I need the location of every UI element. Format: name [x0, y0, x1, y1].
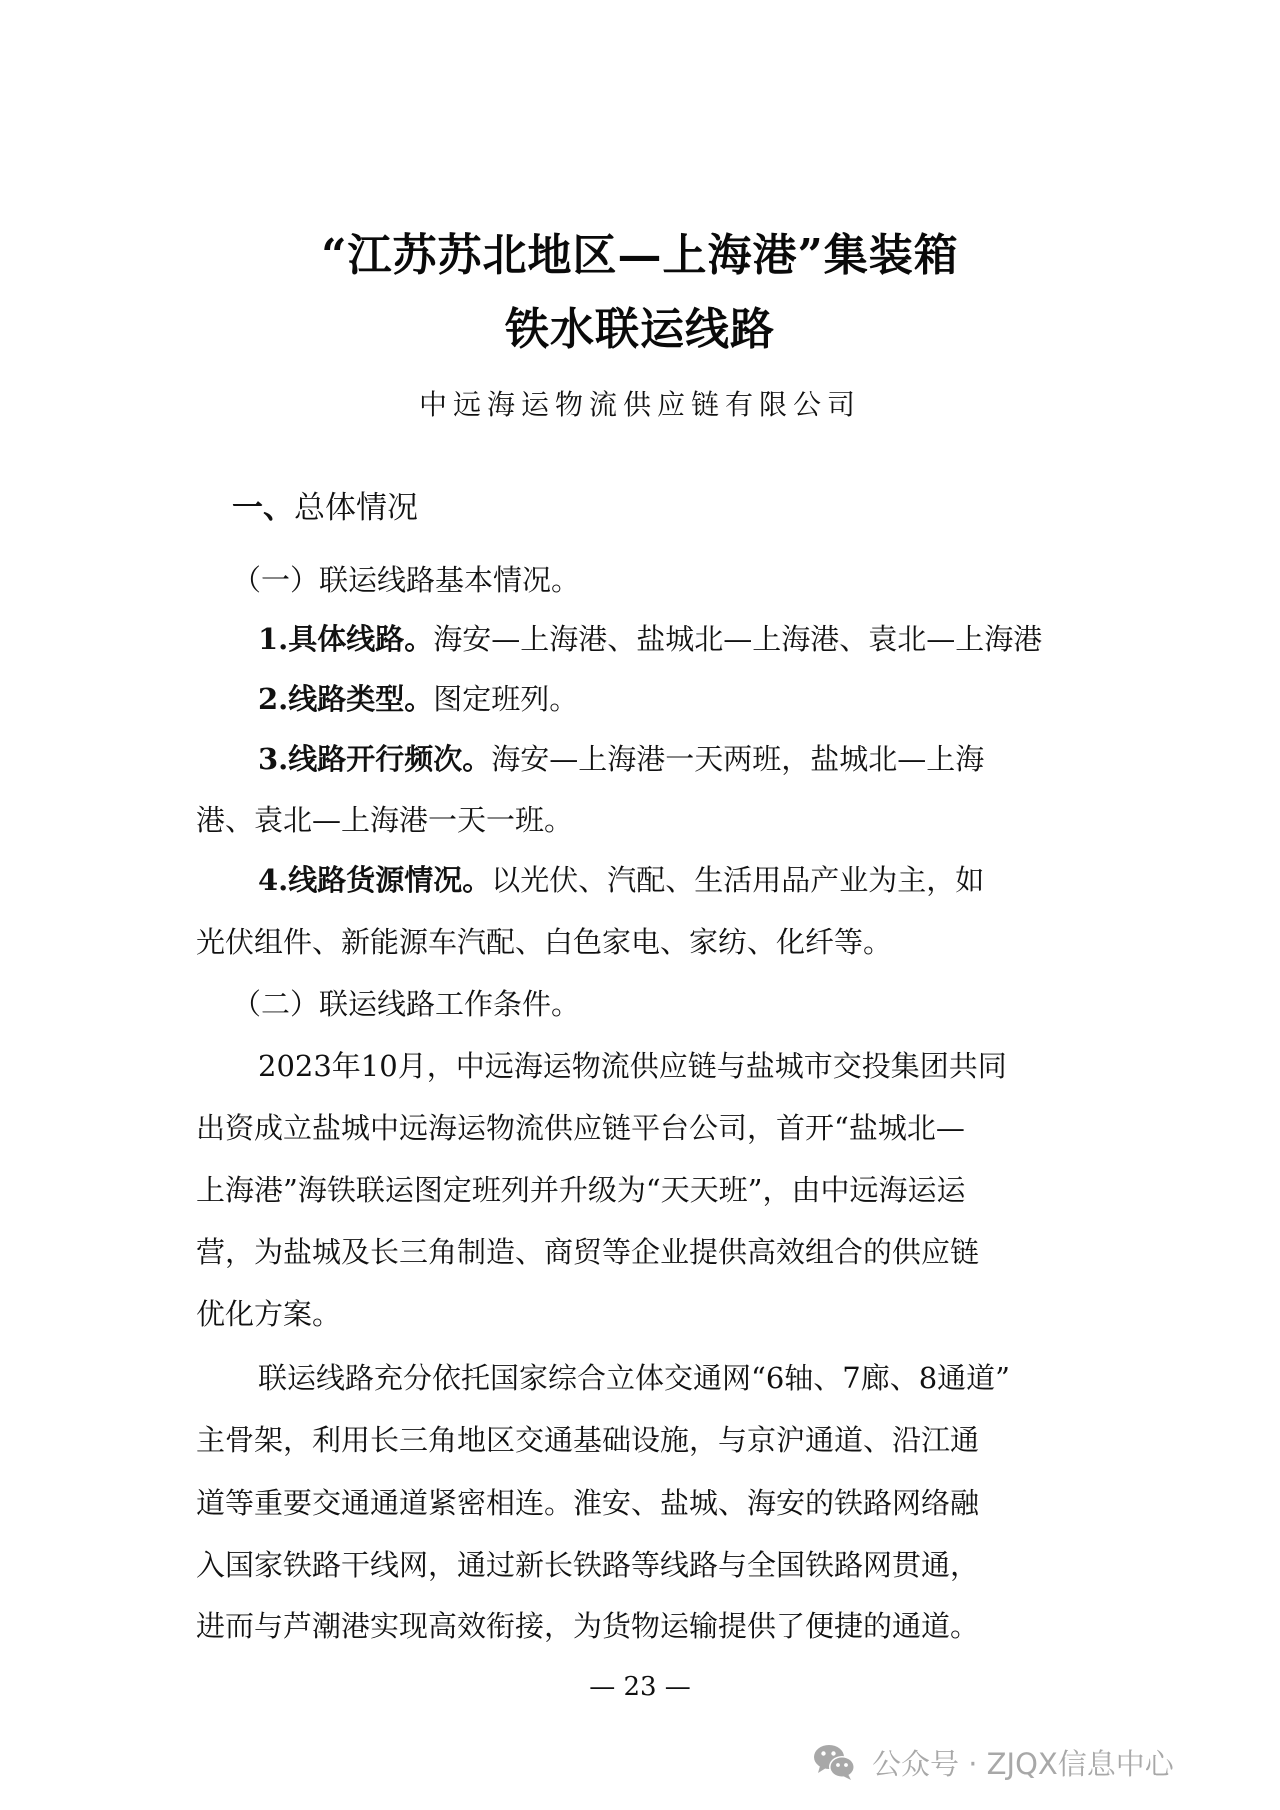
- paragraph-2-line: 进而与芦潮港实现高效衔接，为货物运输提供了便捷的通道。: [196, 1609, 980, 1643]
- item-text: 图定班列。: [433, 682, 579, 716]
- item-label: 4.线路货源情况。: [258, 863, 492, 897]
- paragraph-2-line: 主骨架，利用长三角地区交通基础设施，与京沪通道、沿江通: [196, 1423, 980, 1457]
- paragraph-1-line: 优化方案。: [196, 1297, 342, 1331]
- item-4: [258, 863, 985, 897]
- document-title-line-1: “江苏苏北地区—上海港”集装箱: [321, 230, 959, 281]
- organization-name: 中远海运物流供应链有限公司: [418, 388, 861, 421]
- document-title-line-2: 铁水联运线路: [505, 304, 775, 355]
- paragraph-1-line: 营，为盐城及长三角制造、商贸等企业提供高效组合的供应链: [196, 1235, 980, 1269]
- item-2: [258, 682, 579, 716]
- item-label: 1.具体线路。: [258, 622, 434, 656]
- wechat-icon: [812, 1742, 858, 1782]
- subsection-heading-2: （二）联运线路工作条件。: [232, 987, 581, 1021]
- paragraph-2-line: 联运线路充分依托国家综合立体交通网“6轴、7廊、8通道”: [258, 1361, 1011, 1395]
- section-title: 总体情况: [294, 490, 418, 526]
- paragraph-2-line: 道等重要交通通道紧密相连。淮安、盐城、海安的铁路网络融: [196, 1486, 980, 1520]
- item-text: 海安—上海港、盐城北—上海港、袁北—上海港: [433, 622, 1043, 656]
- item-label: 2.线路类型。: [258, 682, 434, 716]
- section-number: 一、: [232, 490, 294, 526]
- watermark: [812, 1742, 1174, 1782]
- item-3: [258, 742, 985, 776]
- paragraph-1-line: 出资成立盐城中远海运物流供应链平台公司，首开“盐城北—: [196, 1111, 965, 1145]
- item-3-continuation: 港、袁北—上海港一天一班。: [196, 803, 574, 837]
- section-heading-1: [232, 482, 418, 527]
- page-number: — 23 —: [589, 1672, 691, 1702]
- watermark-text: 公众号 · ZJQX信息中心: [872, 1746, 1174, 1781]
- item-1: [258, 622, 1043, 656]
- item-4-continuation: 光伏组件、新能源车汽配、白色家电、家纺、化纤等。: [196, 925, 893, 959]
- subsection-heading-1: （一）联运线路基本情况。: [232, 563, 581, 597]
- paragraph-2-line: 入国家铁路干线网，通过新长铁路等线路与全国铁路网贯通，: [196, 1548, 980, 1582]
- item-text: 以光伏、汽配、生活用品产业为主，如: [491, 863, 985, 897]
- item-text: 海安—上海港一天两班，盐城北—上海: [491, 742, 985, 776]
- item-label: 3.线路开行频次。: [258, 742, 492, 776]
- paragraph-1-line: 上海港”海铁联运图定班列并升级为“天天班”，由中远海运运: [196, 1173, 966, 1207]
- paragraph-1-line: 2023年10月，中远海运物流供应链与盐城市交投集团共同: [258, 1049, 1007, 1083]
